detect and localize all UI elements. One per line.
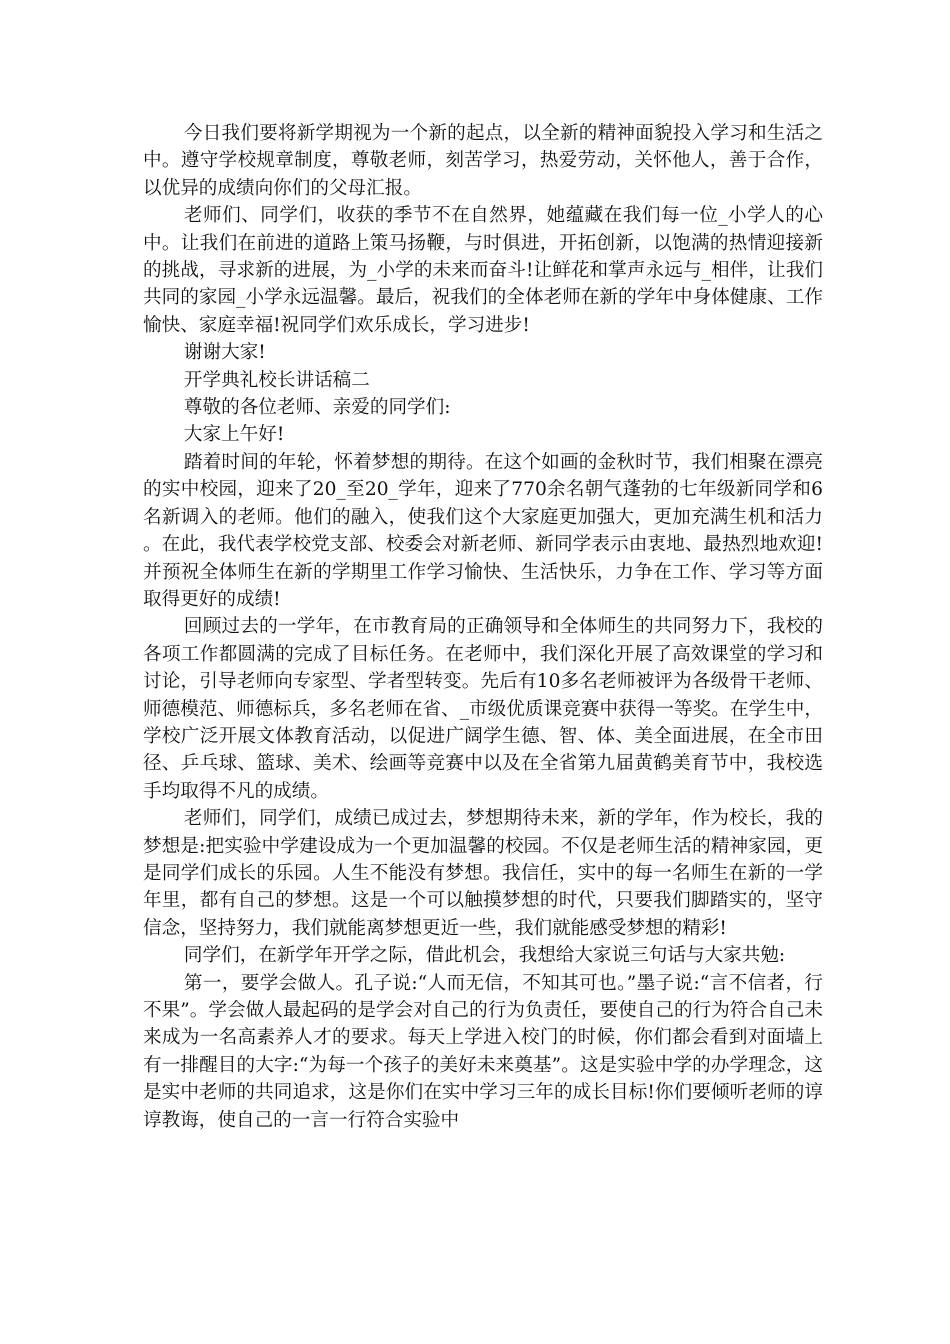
paragraph: 回顾过去的一学年，在市教育局的正确领导和全体师生的共同努力下，我校的各项工作都圆满的完成了目标任务。在老师中，我们深化开展了高效课堂的学习和讨论，引导老师向专家型、学者型转变。先后有10多名老师被评为各级骨干老师、师德模范、师德标兵，多名老师在省、_市级优质课竞赛中获得一等奖。在学生中，学校广泛开展文体教育活动，以促进广阔学生德、智、体、美全面进展，在全市田径、乒乓球、篮球、美术、绘画等竞赛中以及在全省第九届黄鹤美育节中，我校选手均取得不凡的成绩。 xyxy=(143,616,823,802)
document-page xyxy=(143,120,823,1134)
paragraph: 同学们，在新学年开学之际，借此机会，我想给大家说三句话与大家共勉: xyxy=(183,945,786,967)
paragraph: 老师们、同学们，收获的季节不在自然界，她蕴藏在我们每一位_小学人的心中。让我们在前进的道路上策马扬鞭，与时俱进，开拓创新，以饱满的热情迎接新的挑战，寻求新的进展，为_小学的未来而奋斗!让鲜花和掌声永远与_相伴，让我们共同的家园_小学永远温馨。最后，祝我们的全体老师在新的学年中身体健康、工作愉快、家庭幸福!祝同学们欢乐成长，学习进步! xyxy=(143,205,823,336)
greeting: 大家上午好! xyxy=(183,424,285,446)
paragraph: 今日我们要将新学期视为一个新的起点，以全新的精神面貌投入学习和生活之中。遵守学校规章制度，尊敬老师，刻苦学习，热爱劳动，关怀他人，善于合作，以优异的成绩向你们的父母汇报。 xyxy=(143,123,823,199)
paragraph: 第一，要学会做人。孔子说:“人而无信，不知其可也。”墨子说:“言不信者，行不果”。学会做人最起码的是学会对自己的行为负责任，要使自己的行为符合自己未来成为一名高素养人才的要求。每天上学进入校门的时候，你们都会看到对面墙上有一排醒目的大字:“为每一个孩子的美好未来奠基”。这是实验中学的办学理念，这是实中老师的共同追求，这是你们在实中学习三年的成长目标!你们要倾听老师的谆谆教诲，使自己的一言一行符合实验中 xyxy=(143,972,823,1131)
section-title: 开学典礼校长讲话稿二 xyxy=(183,369,370,391)
closing-line: 谢谢大家! xyxy=(183,342,266,364)
paragraph: 老师们，同学们，成绩已成过去，梦想期待未来，新的学年，作为校长，我的梦想是:把实验中学建设成为一个更加温馨的校园。不仅是老师生活的精神家园，更是同学们成长的乐园。人生不能没有梦想。我信任，实中的每一名师生在新的一学年里，都有自己的梦想。这是一个可以触摸梦想的时代，只要我们脚踏实的，坚守信念，坚持努力，我们就能离梦想更近一些，我们就能感受梦想的精彩! xyxy=(143,808,823,939)
paragraph: 踏着时间的年轮，怀着梦想的期待。在这个如画的金秋时节，我们相聚在漂亮的实中校园，迎来了20_至20_学年，迎来了770余名朝气蓬勃的七年级新同学和6名新调入的老师。他们的融入，使我们这个大家庭更加强大，更加充满生机和活力。在此，我代表学校党支部、校委会对新老师、新同学表示由衷地、最热烈地欢迎!并预祝全体师生在新的学期里工作学习愉快、生活快乐，力争在工作、学习等方面取得更好的成绩! xyxy=(143,451,823,610)
salutation: 尊敬的各位老师、亲爱的同学们: xyxy=(183,397,451,419)
